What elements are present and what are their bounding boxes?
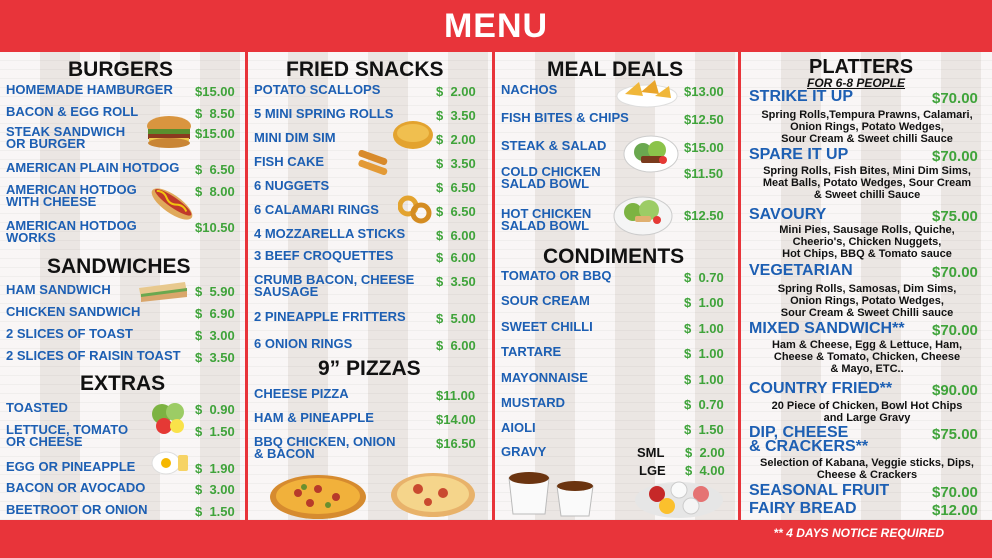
pizza-image-1 — [268, 473, 368, 521]
condiment-item-price: $ 1.00 — [684, 346, 724, 361]
pizza-item-price: $16.50 — [436, 436, 476, 451]
platter-name: SPARE IT UP — [749, 146, 849, 163]
condiment-item-name: SOUR CREAM — [501, 293, 590, 308]
extra-item-name: TOASTED — [6, 400, 68, 415]
meal-deal-item-name: NACHOS — [501, 82, 558, 97]
platter-name: SEASONAL FRUIT — [749, 482, 890, 499]
nachos-image — [615, 76, 679, 108]
burgers-title: BURGERS — [68, 58, 174, 81]
meal-deals-title: MEAL DEALS — [547, 58, 684, 81]
burger-item-price: $ 8.50 — [195, 106, 235, 121]
platter-name: DIP, CHEESE & CRACKERS** — [749, 424, 869, 455]
fried-snack-item-name: 6 NUGGETS — [254, 178, 330, 193]
sandwich-item-price: $ 5.90 — [195, 284, 235, 299]
fried-snack-item-name: CRUMB BACON, CHEESE SAUSAGE — [254, 272, 415, 299]
meal-deal-item-price: $13.00 — [684, 84, 724, 99]
fried-snack-item-name: MINI DIM SIM — [254, 130, 336, 145]
platter-price: $90.00 — [932, 382, 978, 399]
condiments-title: CONDIMENTS — [543, 245, 685, 268]
condiment-item-name: AIOLI — [501, 420, 536, 435]
fried-snack-item-name: 6 CALAMARI RINGS — [254, 202, 379, 217]
sandwich-item-name: 2 SLICES OF TOAST — [6, 326, 133, 341]
platter-price: $75.00 — [932, 208, 978, 225]
fried-snack-item-price: $ 6.50 — [436, 204, 476, 219]
fried-snack-item-price: $ 6.00 — [436, 228, 476, 243]
fried-snacks-title: FRIED SNACKS — [286, 58, 444, 81]
burger-item-price: $15.00 — [195, 84, 235, 99]
meal-deal-item-name: STEAK & SALAD — [501, 138, 607, 153]
fried-snack-item-price: $ 2.00 — [436, 84, 476, 99]
footer-note: ** 4 DAYS NOTICE REQUIRED — [773, 526, 944, 540]
meal-deal-item-price: $15.00 — [684, 140, 724, 155]
gravy-name: GRAVY — [501, 444, 547, 459]
condiment-item-price: $ 1.00 — [684, 295, 724, 310]
fried-snack-item-name: 5 MINI SPRING ROLLS — [254, 106, 394, 121]
fried-snack-item-name: 3 BEEF CROQUETTES — [254, 248, 394, 263]
extra-item-price: $ 1.50 — [195, 424, 235, 439]
extras-title: EXTRAS — [80, 372, 166, 395]
calamari-rings-image — [398, 194, 432, 224]
extra-item-name: BACON OR AVOCADO — [6, 480, 146, 495]
platter-price: $70.00 — [932, 322, 978, 339]
platter-name: FAIRY BREAD — [749, 500, 857, 517]
pizza-item-name: HAM & PINEAPPLE — [254, 410, 374, 425]
fried-snack-item-name: POTATO SCALLOPS — [254, 82, 381, 97]
burger-item-price: $15.00 — [195, 126, 235, 141]
steak-salad-image — [623, 134, 679, 174]
fried-snack-item-price: $ 6.00 — [436, 250, 476, 265]
dips-image — [633, 478, 725, 520]
meal-deal-item-name: FISH BITES & CHIPS — [501, 110, 629, 125]
platter-price: $70.00 — [932, 484, 978, 501]
burger-item-name: STEAK SANDWICH OR BURGER — [6, 124, 126, 151]
fried-snack-item-name: 6 ONION RINGS — [254, 336, 353, 351]
meal-deal-item-price: $11.50 — [684, 166, 724, 181]
condiment-item-price: $ 1.00 — [684, 372, 724, 387]
menu-header — [0, 0, 992, 52]
condiment-item-price: $ 0.70 — [684, 270, 724, 285]
gravy-bowls-image — [505, 464, 605, 520]
sandwiches-title: SANDWICHES — [47, 255, 191, 278]
platter-name: STRIKE IT UP — [749, 88, 854, 105]
platter-description: Spring Rolls,Tempura Prawns, Calamari, Onion Rings, Potato Wedges, Sour Cream & Sweet chilli Sauce — [761, 109, 973, 145]
gravy-sml-label: SML — [637, 445, 665, 460]
gravy-lge-price: $ 4.00 — [685, 463, 725, 478]
sandwich-item-price: $ 3.00 — [195, 328, 235, 343]
meal-deal-item-price: $12.50 — [684, 112, 724, 127]
mozzarella-sticks-image — [356, 150, 392, 178]
fish-cake-image — [391, 118, 435, 152]
condiment-item-name: TARTARE — [501, 344, 562, 359]
platter-price: $75.00 — [932, 426, 978, 443]
platter-price: $70.00 — [932, 264, 978, 281]
chicken-salad-image — [613, 192, 673, 236]
fried-snack-item-name: FISH CAKE — [254, 154, 325, 169]
pizza-item-name: CHEESE PIZZA — [254, 386, 349, 401]
platter-price: $70.00 — [932, 148, 978, 165]
platter-name: COUNTRY FRIED** — [749, 380, 893, 397]
sandwich-item-name: 2 SLICES OF RAISIN TOAST — [6, 348, 181, 363]
burger-item-name: HOMEMADE HAMBURGER — [6, 82, 173, 97]
burgers-panel — [0, 52, 245, 520]
burger-item-price: $ 6.50 — [195, 162, 235, 177]
egg-image — [150, 449, 190, 477]
fried-snacks-panel — [248, 52, 492, 520]
condiment-item-name: MAYONNAISE — [501, 370, 588, 385]
sandwich-image — [137, 280, 189, 304]
fried-snack-item-price: $ 5.00 — [436, 311, 476, 326]
pizza-image-2 — [388, 471, 478, 519]
condiment-item-name: SWEET CHILLI — [501, 319, 593, 334]
sandwich-item-price: $ 3.50 — [195, 350, 235, 365]
condiment-item-name: TOMATO OR BBQ — [501, 268, 612, 283]
fried-snack-item-name: 2 PINEAPPLE FRITTERS — [254, 309, 406, 324]
hotdog-image — [148, 182, 196, 226]
sandwich-item-price: $ 6.90 — [195, 306, 235, 321]
pizzas-title: 9” PIZZAS — [318, 357, 421, 380]
platters-subtitle: FOR 6-8 PEOPLE — [807, 76, 906, 90]
condiment-item-price: $ 1.00 — [684, 321, 724, 336]
meal-deal-item-name: COLD CHICKEN SALAD BOWL — [501, 164, 601, 191]
extra-item-price: $ 1.50 — [195, 504, 235, 519]
platters-title: PLATTERS — [809, 56, 914, 78]
meal-deals-panel — [495, 52, 738, 520]
gravy-sml-price: $ 2.00 — [685, 445, 725, 460]
platter-description: 20 Piece of Chicken, Bowl Hot Chips and Large Gravy — [771, 400, 963, 424]
platter-description: Spring Rolls, Samosas, Dim Sims, Onion Rings, Potato Wedges, Sour Cream & Sweet Chilli sauce — [777, 283, 957, 319]
extra-item-price: $ 1.90 — [195, 461, 235, 476]
burger-item-price: $ 8.00 — [195, 184, 235, 199]
platter-name: SAVOURY — [749, 206, 827, 223]
extra-item-name: EGG OR PINEAPPLE — [6, 459, 136, 474]
fried-snack-item-price: $ 2.00 — [436, 132, 476, 147]
sandwich-item-name: CHICKEN SANDWICH — [6, 304, 141, 319]
extra-item-name: BEETROOT OR ONION — [6, 502, 148, 517]
burger-item-name: AMERICAN HOTDOG WORKS — [6, 218, 137, 245]
burger-image — [143, 114, 195, 150]
menu-title: MENU — [443, 7, 549, 45]
salad-image — [150, 400, 186, 436]
platter-name: VEGETARIAN — [749, 262, 853, 279]
condiment-item-price: $ 0.70 — [684, 397, 724, 412]
extra-item-price: $ 0.90 — [195, 402, 235, 417]
burger-item-name: AMERICAN PLAIN HOTDOG — [6, 160, 180, 175]
condiment-item-price: $ 1.50 — [684, 422, 724, 437]
sandwich-item-name: HAM SANDWICH — [6, 282, 111, 297]
meal-deal-item-price: $12.50 — [684, 208, 724, 223]
fried-snack-item-price: $ 6.50 — [436, 180, 476, 195]
burger-item-price: $10.50 — [195, 220, 235, 235]
fried-snack-item-price: $ 6.00 — [436, 338, 476, 353]
fried-snack-item-name: 4 MOZZARELLA STICKS — [254, 226, 406, 241]
pizza-item-name: BBQ CHICKEN, ONION & BACON — [254, 434, 396, 461]
fried-snack-item-price: $ 3.50 — [436, 108, 476, 123]
platters-panel — [741, 52, 992, 520]
gravy-lge-label: LGE — [639, 463, 666, 478]
fried-snack-item-price: $ 3.50 — [436, 156, 476, 171]
meal-deal-item-name: HOT CHICKEN SALAD BOWL — [501, 206, 592, 233]
platter-name: MIXED SANDWICH** — [749, 320, 905, 337]
platter-description: Ham & Cheese, Egg & Lettuce, Ham, Cheese & Tomato, Chicken, Cheese & Mayo, ETC.. — [771, 339, 963, 375]
pizza-item-price: $11.00 — [436, 388, 476, 403]
fried-snack-item-price: $ 3.50 — [436, 274, 476, 289]
extra-item-price: $ 3.00 — [195, 482, 235, 497]
condiment-item-name: MUSTARD — [501, 395, 566, 410]
extra-item-name: LETTUCE, TOMATO OR CHEESE — [6, 422, 129, 449]
platter-description: Mini Pies, Sausage Rolls, Quiche, Cheerio's, Chicken Nuggets, Hot Chips, BBQ & Tomato sauce — [779, 224, 955, 260]
pizza-item-price: $14.00 — [436, 412, 476, 427]
burger-item-name: AMERICAN HOTDOG WITH CHEESE — [6, 182, 137, 209]
platter-price: $12.00 — [932, 502, 978, 519]
platter-description: Spring Rolls, Fish Bites, Mini Dim Sims, Meat Balls, Potato Wedges, Sour Cream & Sweet chilli Sauce — [762, 165, 972, 201]
burger-item-name: BACON & EGG ROLL — [6, 104, 139, 119]
platter-price: $70.00 — [932, 90, 978, 107]
platter-description: Selection of Kabana, Veggie sticks, Dips, Cheese & Crackers — [760, 457, 974, 481]
